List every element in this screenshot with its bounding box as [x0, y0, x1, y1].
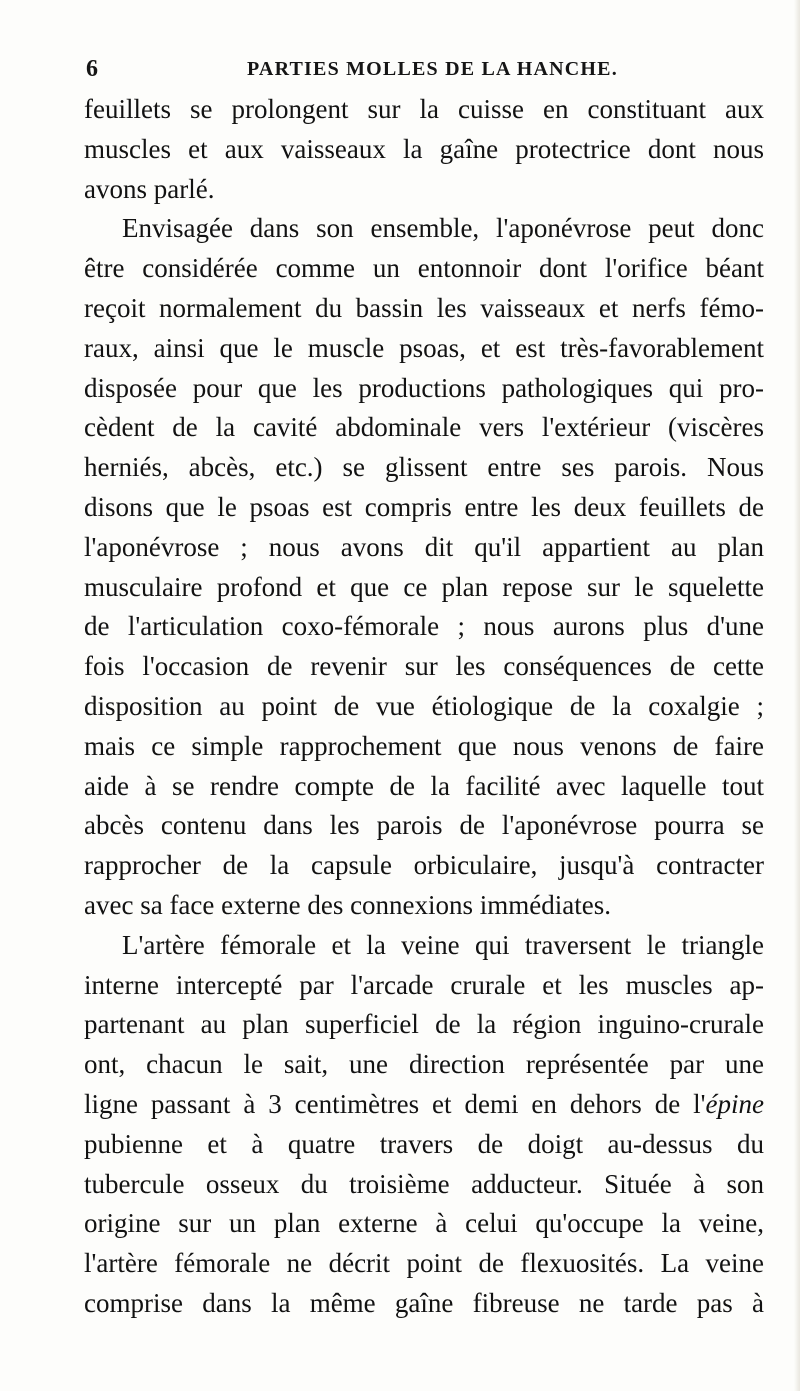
text-line: ont, chacun le sait, une direction représentée par une	[84, 1049, 764, 1080]
page-edge-shadow	[794, 0, 800, 1391]
italic-term: épine	[705, 1088, 764, 1119]
text-line: disposée pour que les productions pathologiques qui pro-	[84, 372, 764, 403]
running-head: PARTIES MOLLES DE LA HANCHE.	[247, 58, 618, 80]
page-number: 6	[86, 56, 98, 82]
paragraph-first-line: L'artère fémorale et la veine qui traversent le triangle	[122, 929, 764, 960]
text-line: comprise dans la même gaîne fibreuse ne tarde pas à	[84, 1287, 764, 1318]
text-line: origine sur un plan externe à celui qu'occupe la veine,	[84, 1208, 764, 1239]
text-line: fois l'occasion de revenir sur les conséquences de cette	[84, 651, 764, 682]
text-line: pubienne et à quatre travers de doigt au-dessus du	[84, 1128, 764, 1159]
text-line: rapprocher de la capsule orbiculaire, jusqu'à contracter	[84, 850, 764, 881]
text-line: disposition au point de vue étiologique de la coxalgie ;	[84, 690, 764, 721]
text-line: cèdent de la cavité abdominale vers l'extérieur (viscères	[84, 412, 764, 443]
text-line-with-italic	[84, 1085, 764, 1125]
text-line: raux, ainsi que le muscle psoas, et est très-favorablement	[84, 332, 764, 363]
text-line: interne intercepté par l'arcade crurale et les muscles ap-	[84, 969, 764, 1000]
text-line: reçoit normalement du bassin les vaisseaux et nerfs fémo-	[84, 292, 764, 323]
text-line: partenant au plan superficiel de la région inguino-crurale	[84, 1009, 764, 1040]
text-line: tubercule osseux du troisième adducteur. Située à son	[84, 1168, 764, 1199]
body-text	[84, 90, 764, 1324]
text-line: disons que le psoas est compris entre les deux feuillets de	[84, 491, 764, 522]
text-line: l'aponévrose ; nous avons dit qu'il appartient au plan	[84, 531, 764, 562]
text-line: avons parlé.	[84, 173, 215, 204]
text-line: aide à se rendre compte de la facilité avec laquelle tout	[84, 770, 764, 801]
text-fragment: ligne passant à 3 centimètres et demi en dehors de l'	[84, 1088, 706, 1119]
text-line: herniés, abcès, etc.) se glissent entre ses parois. Nous	[84, 452, 764, 483]
text-line: mais ce simple rapprochement que nous venons de faire	[84, 730, 764, 761]
text-line: être considérée comme un entonnoir dont l'orifice béant	[84, 253, 764, 284]
text-line: muscles et aux vaisseaux la gaîne protectrice dont nous	[84, 133, 764, 164]
text-line: avec sa face externe des connexions immédiates.	[84, 889, 612, 920]
text-line: musculaire profond et que ce plan repose sur le squelette	[84, 571, 764, 602]
text-line: feuillets se prolongent sur la cuisse en constituant aux	[84, 94, 764, 124]
text-line: abcès contenu dans les parois de l'aponévrose pourra se	[84, 810, 764, 841]
text-line: l'artère fémorale ne décrit point de flexuosités. La veine	[84, 1248, 764, 1279]
paragraph-first-line: Envisagée dans son ensemble, l'aponévrose peut donc	[122, 213, 764, 244]
text-line: de l'articulation coxo-fémorale ; nous aurons plus d'une	[84, 611, 764, 642]
